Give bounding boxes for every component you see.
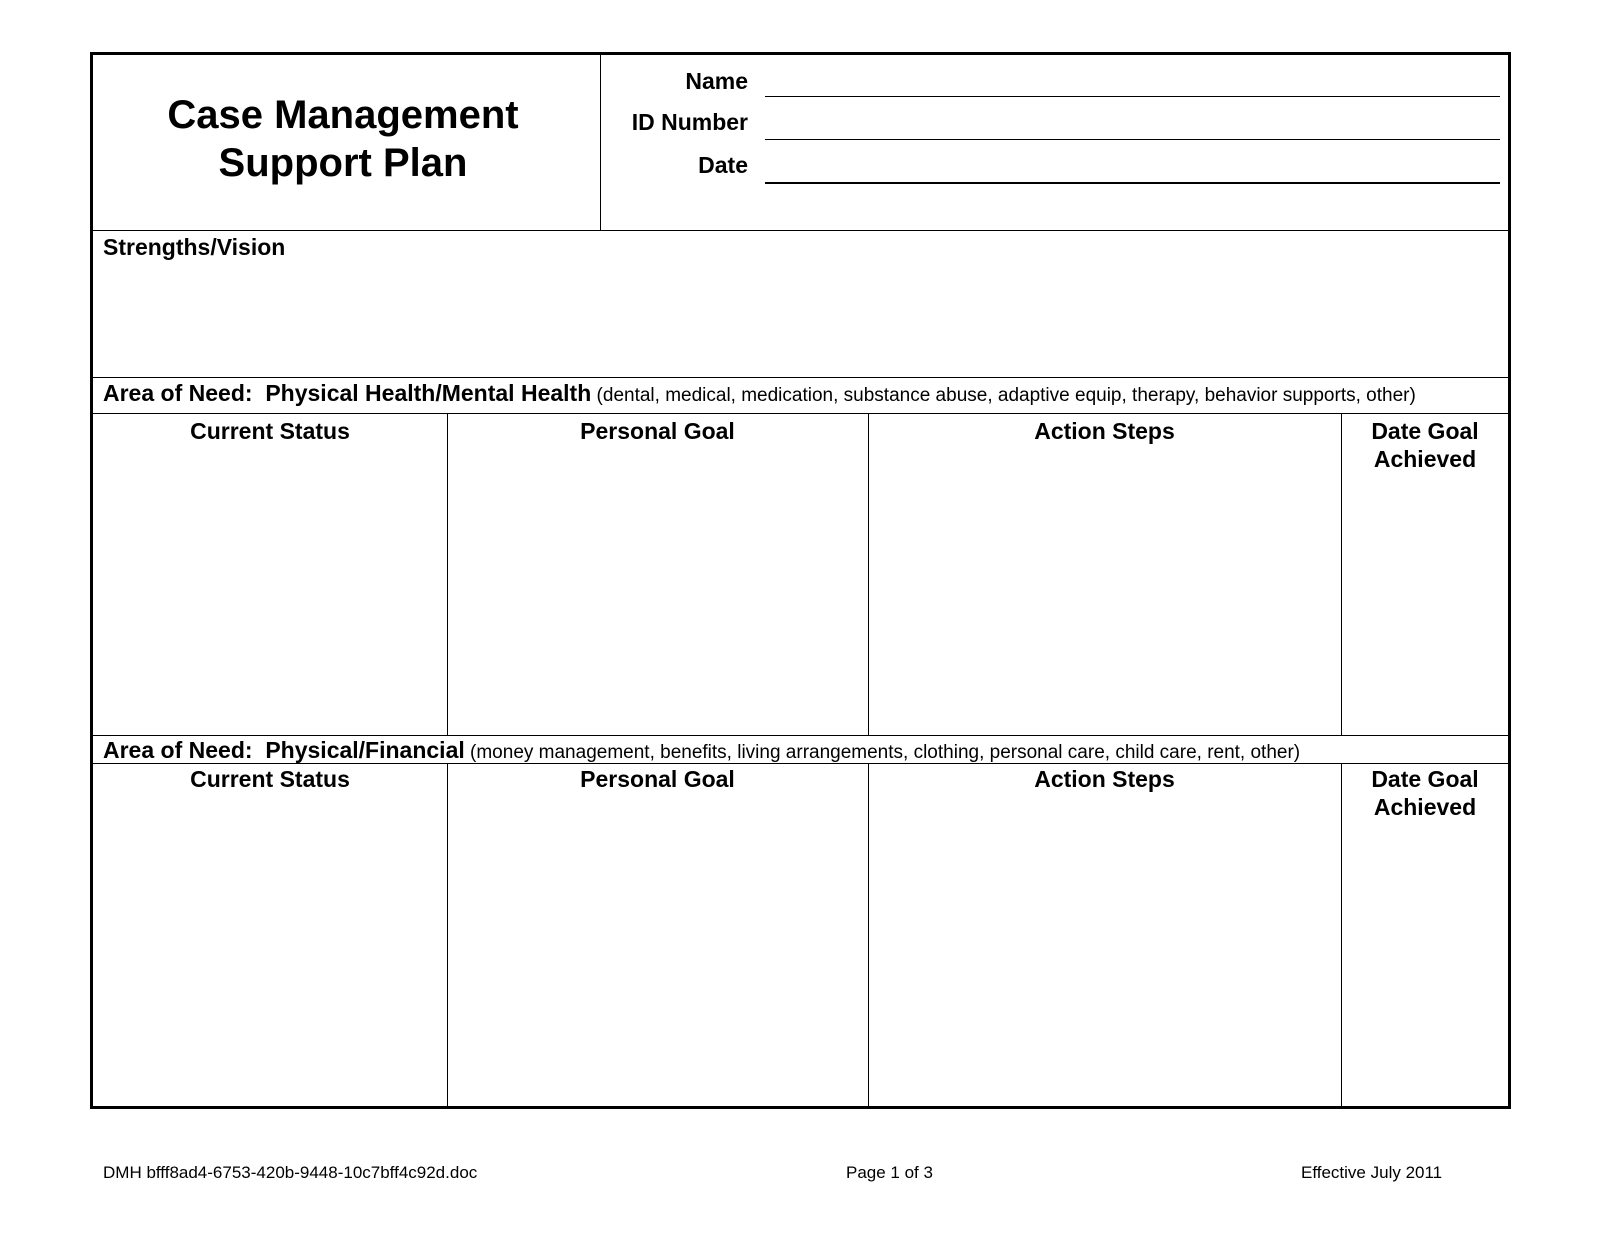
area-1-divider-2 bbox=[868, 413, 869, 735]
area-of-need-1 bbox=[103, 380, 1416, 407]
area-2-col-action-steps: Action Steps bbox=[1034, 766, 1175, 792]
area-1-col-action-steps: Action Steps bbox=[1034, 418, 1175, 444]
form-title bbox=[93, 91, 593, 187]
area-1-col-date-goal bbox=[1341, 417, 1509, 473]
area-1-header-rule bbox=[93, 413, 1508, 414]
area-2-title: Physical/Financial bbox=[265, 737, 465, 763]
area-1-col-current-status: Current Status bbox=[190, 418, 350, 444]
area-2-detail: (money management, benefits, living arrangements, clothing, personal care, child care, rent, other) bbox=[464, 742, 1301, 763]
area-1-col-date-goal-line-2: Achieved bbox=[1373, 446, 1477, 472]
footer-doc-id: DMH bfff8ad4-6753-420b-9448-10c7bff4c92d.doc bbox=[103, 1163, 478, 1182]
area-1-prefix: Area of Need: bbox=[103, 380, 253, 406]
area-2-col-date-goal-line-2: Achieved bbox=[1373, 794, 1477, 820]
area-2-divider-2 bbox=[868, 763, 869, 1106]
form-title-line-1: Case Management bbox=[167, 93, 519, 137]
area-1-detail: (dental, medical, medication, substance abuse, adaptive equip, therapy, behavior supports, other) bbox=[591, 385, 1416, 406]
area-2-divider-1 bbox=[447, 763, 448, 1106]
date-label: Date bbox=[698, 152, 748, 178]
area-1-top-rule bbox=[93, 377, 1508, 378]
name-label: Name bbox=[685, 68, 748, 94]
form-title-line-2: Support Plan bbox=[218, 141, 468, 185]
area-2-divider-3 bbox=[1341, 763, 1342, 1106]
area-1-title: Physical Health/Mental Health bbox=[265, 380, 592, 406]
header-bottom-rule bbox=[93, 230, 1508, 231]
strengths-vision-area[interactable] bbox=[93, 265, 1508, 375]
name-field[interactable] bbox=[765, 96, 1500, 97]
date-field[interactable] bbox=[765, 182, 1500, 184]
footer-page-number: Page 1 of 3 bbox=[846, 1163, 933, 1182]
area-of-need-2 bbox=[103, 737, 1300, 764]
area-2-prefix: Area of Need: bbox=[103, 737, 253, 763]
area-1-divider-1 bbox=[447, 413, 448, 735]
area-1-divider-3 bbox=[1341, 413, 1342, 735]
strengths-vision-label: Strengths/Vision bbox=[103, 234, 286, 260]
area-1-col-date-goal-line-1: Date Goal bbox=[1371, 418, 1479, 444]
area-2-col-date-goal-line-1: Date Goal bbox=[1371, 766, 1479, 792]
area-2-col-personal-goal: Personal Goal bbox=[580, 766, 735, 792]
area-1-col-personal-goal: Personal Goal bbox=[580, 418, 735, 444]
support-plan-form bbox=[90, 52, 1511, 1109]
footer-effective-date: Effective July 2011 bbox=[1301, 1163, 1443, 1182]
id-number-field[interactable] bbox=[765, 139, 1500, 140]
area-2-col-date-goal bbox=[1341, 765, 1509, 821]
area-2-col-current-status: Current Status bbox=[190, 766, 350, 792]
id-number-label: ID Number bbox=[631, 109, 748, 135]
area-2-header-rule bbox=[93, 763, 1508, 764]
area-2-top-rule bbox=[93, 735, 1508, 736]
